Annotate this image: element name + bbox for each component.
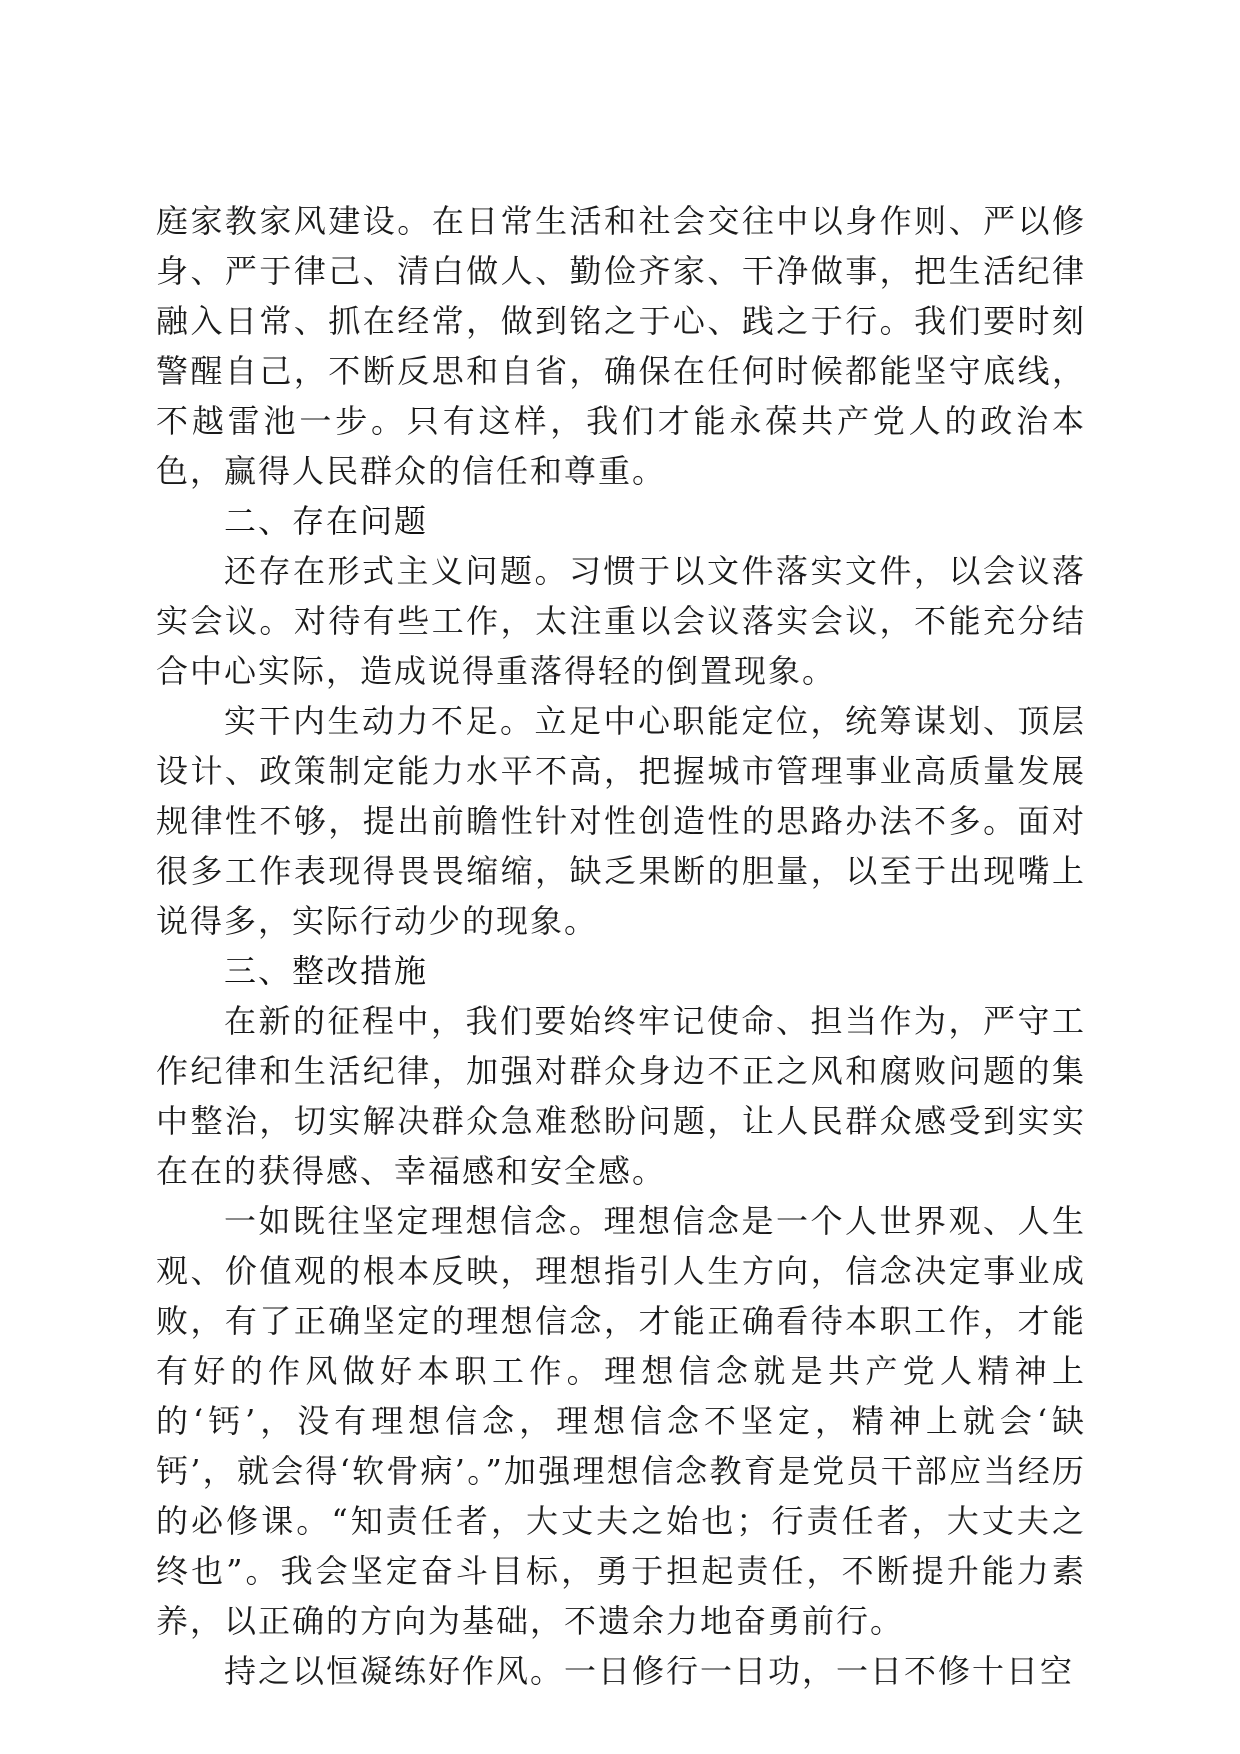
measures-paragraph-intro: 在新的征程中，我们要始终牢记使命、担当作为，严守工作纪律和生活纪律，加强对群众身边不正之风和腐败问题的集中整治，切实解决群众急难愁盼问题，让人民群众感受到实实在在的获得感、幸福感和安全感。 (156, 1002, 1086, 1190)
problem-paragraph-motivation: 实干内生动力不足。立足中心职能定位，统筹谋划、顶层设计、政策制定能力水平不高，把握城市管理事业高质量发展规律性不够，提出前瞻性针对性创造性的思路办法不多。面对很多工作表现得畏畏缩缩，缺乏果断的胆量，以至于出现嘴上说得多，实际行动少的现象。 (156, 702, 1086, 940)
problem-paragraph-formalism: 还存在形式主义问题。习惯于以文件落实文件，以会议落实会议。对待有些工作，太注重以会议落实会议，不能充分结合中心实际，造成说得重落得轻的倒置现象。 (156, 552, 1086, 690)
measures-paragraph-style: 持之以恒凝练好作风。一日修行一日功，一日不修十日空 (224, 1652, 1075, 1690)
document-body (156, 196, 1086, 1696)
intro-paragraph: 庭家教家风建设。在日常生活和社会交往中以身作则、严以修身、严于律己、清白做人、勤俭齐家、干净做事，把生活纪律融入日常、抓在经常，做到铭之于心、践之于行。我们要时刻警醒自己，不断反思和自省，确保在任何时候都能坚守底线，不越雷池一步。只有这样，我们才能永葆共产党人的政治本色，赢得人民群众的信任和尊重。 (156, 202, 1086, 490)
section-heading-measures: 三、整改措施 (224, 952, 429, 990)
measures-paragraph-ideals: 一如既往坚定理想信念。理想信念是一个人世界观、人生观、价值观的根本反映，理想指引人生方向，信念决定事业成败，有了正确坚定的理想信念，才能正确看待本职工作，才能有好的作风做好本职工作。理想信念就是共产党人精神上的‘钙’，没有理想信念，理想信念不坚定，精神上就会‘缺钙’，就会得‘软骨病’。”加强理想信念教育是党员干部应当经历的必修课。“知责任者，大丈夫之始也；行责任者，大丈夫之终也”。我会坚定奋斗目标，勇于担起责任，不断提升能力素养，以正确的方向为基础，不遗余力地奋勇前行。 (156, 1202, 1086, 1640)
section-heading-problems: 二、存在问题 (224, 502, 429, 540)
